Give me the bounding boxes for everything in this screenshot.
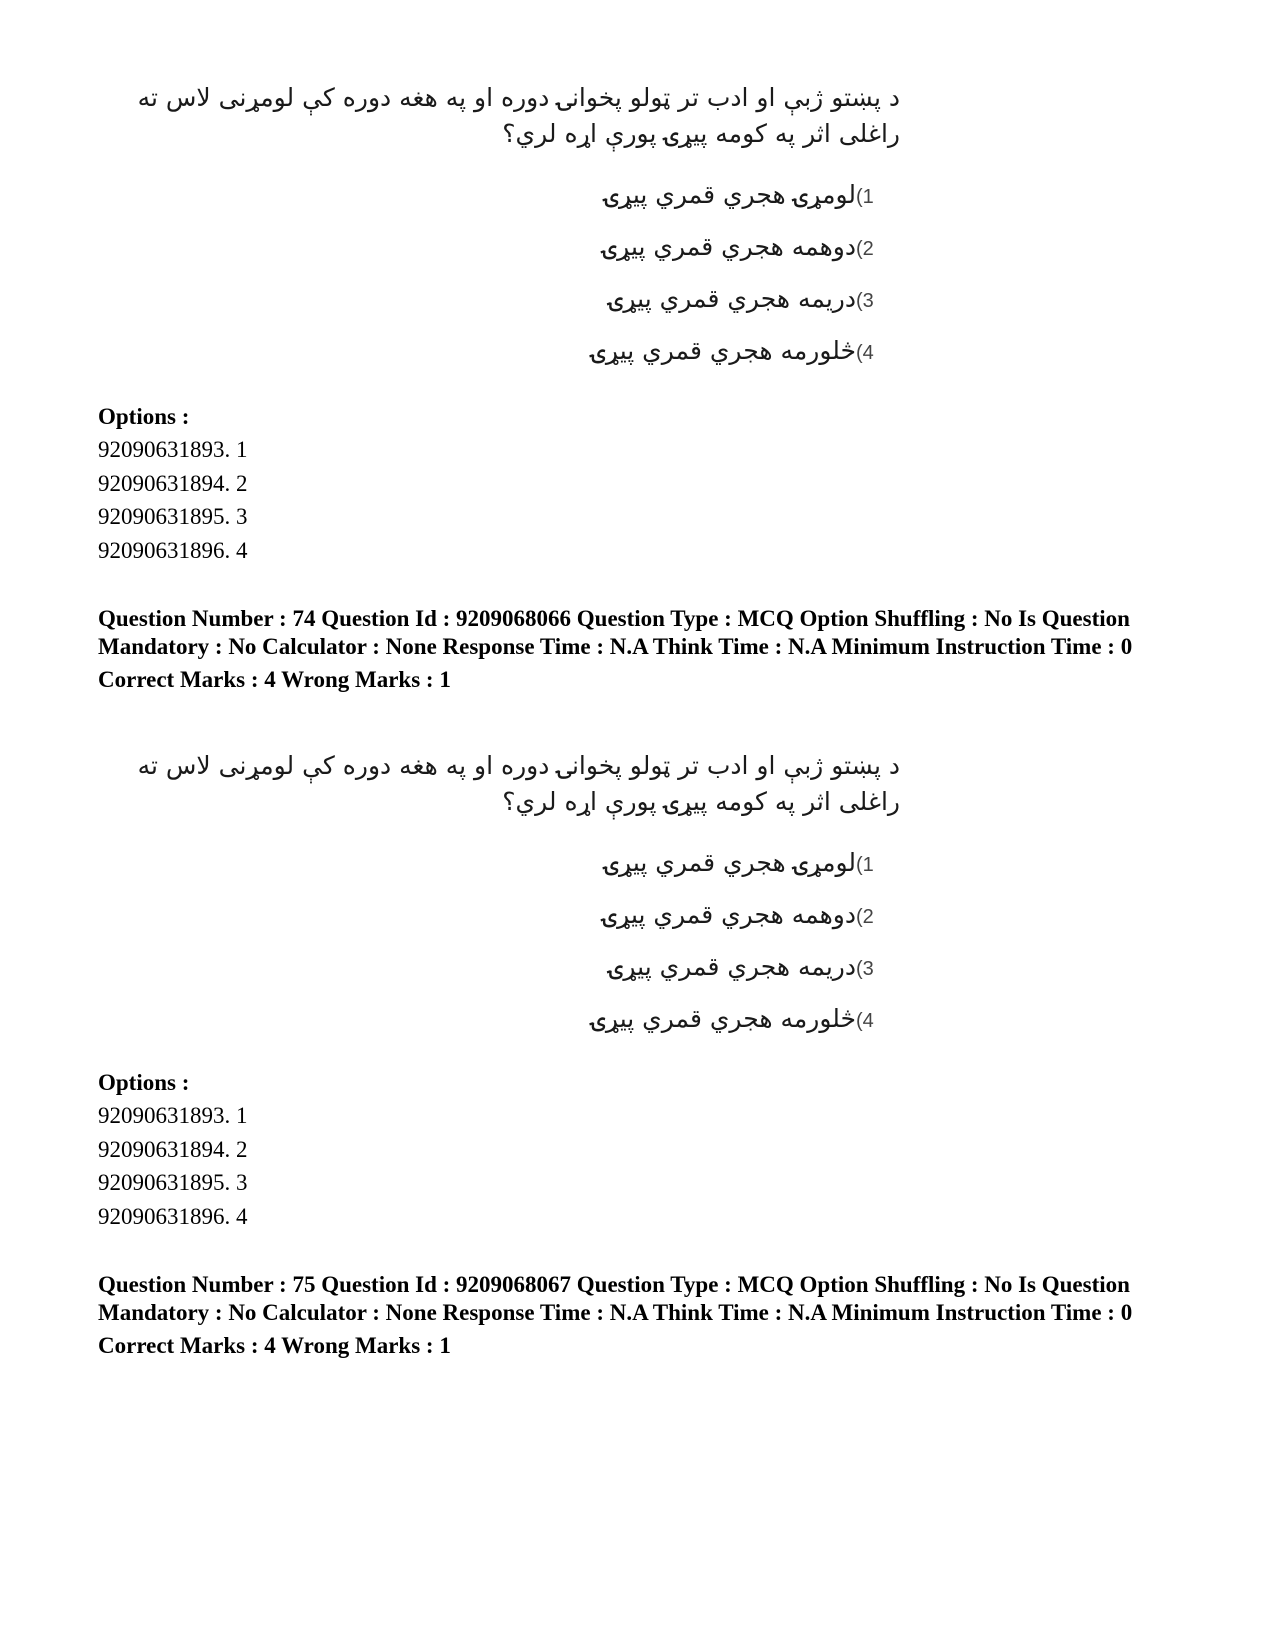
- image-option: [540, 180, 900, 212]
- image-option: [540, 232, 900, 264]
- stem-line: د پښتو ژبې او ادب تر ټولو پخوانۍ دوره او په هغه دوره کې لومړنی لاس ته: [137, 751, 900, 780]
- options-section: [98, 1066, 1188, 1233]
- options-label: Options :: [98, 404, 190, 429]
- option-line: 92090631896. 4: [98, 1203, 248, 1229]
- image-option-number: (1: [856, 186, 874, 208]
- options-label: Options :: [98, 1070, 190, 1095]
- image-option-text: دریمه هجري قمري پیړۍ: [608, 952, 856, 981]
- image-option: [540, 848, 900, 880]
- question-header: [98, 605, 1188, 694]
- image-option-text: دوهمه هجري قمري پیړۍ: [602, 900, 856, 929]
- image-option-text: دریمه هجري قمري پیړۍ: [608, 284, 856, 313]
- stem-line: د پښتو ژبې او ادب تر ټولو پخوانۍ دوره او په هغه دوره کې لومړنی لاس ته: [137, 83, 900, 112]
- option-line: 92090631894. 2: [98, 1136, 248, 1162]
- options-section: [98, 400, 1188, 567]
- image-option-number: (2: [856, 906, 874, 928]
- question-marks: Correct Marks : 4 Wrong Marks : 1: [98, 1333, 451, 1358]
- option-line: 92090631895. 3: [98, 504, 248, 529]
- question-image: [100, 80, 900, 380]
- question-meta: Question Number : 75 Question Id : 9209068067 Question Type : MCQ Option Shuffling : No Is Question Mandatory : No Calculator : None Response Time : N.A Think Time : N.A Minimum Instruction Time : 0: [98, 1272, 1133, 1325]
- image-option-text: څلورمه هجري قمري پیړۍ: [591, 1004, 856, 1033]
- image-option-number: (1: [856, 854, 874, 876]
- image-option-text: لومړۍ هجري قمري پیړۍ: [604, 180, 856, 209]
- question-header: [98, 1271, 1188, 1360]
- image-option-text: لومړۍ هجري قمري پیړۍ: [604, 848, 856, 877]
- stem-line: راغلی اثر په کومه پیړۍ پورې اړه لري؟: [502, 119, 900, 148]
- option-line: 92090631896. 4: [98, 537, 248, 563]
- question-marks: Correct Marks : 4 Wrong Marks : 1: [98, 667, 451, 692]
- stem-line: راغلی اثر په کومه پیړۍ پورې اړه لري؟: [502, 787, 900, 816]
- option-line: 92090631895. 3: [98, 1170, 248, 1195]
- option-line: 92090631893. 1: [98, 437, 248, 462]
- question-stem: [100, 80, 900, 152]
- question-stem: [100, 748, 900, 820]
- image-option: [540, 284, 900, 316]
- question-image: [100, 748, 900, 1048]
- option-line: 92090631894. 2: [98, 470, 248, 496]
- option-line: 92090631893. 1: [98, 1103, 248, 1128]
- image-option-text: څلورمه هجري قمري پیړۍ: [591, 336, 856, 365]
- image-option-number: (3: [856, 290, 874, 312]
- image-option-number: (4: [856, 342, 874, 364]
- image-option: [540, 336, 900, 368]
- image-option: [540, 952, 900, 984]
- image-option-number: (4: [856, 1010, 874, 1032]
- image-option-number: (3: [856, 958, 874, 980]
- question-meta: Question Number : 74 Question Id : 9209068066 Question Type : MCQ Option Shuffling : No Is Question Mandatory : No Calculator : None Response Time : N.A Think Time : N.A Minimum Instruction Time : 0: [98, 606, 1133, 659]
- image-option: [540, 900, 900, 932]
- image-option: [540, 1004, 900, 1036]
- image-option-number: (2: [856, 238, 874, 260]
- image-option-text: دوهمه هجري قمري پیړۍ: [602, 232, 856, 261]
